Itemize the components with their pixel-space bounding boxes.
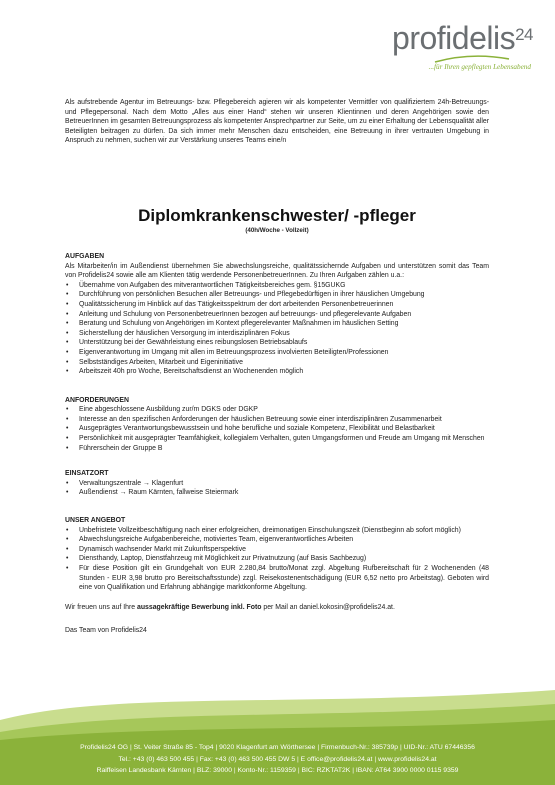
list-item: • Ausgeprägtes Verantwortungsbewusstsein und hohe berufliche und soziale Kompetenz, Flexibilität und Belastbarkeit xyxy=(65,424,489,434)
section-anforderungen xyxy=(65,396,489,454)
apply-text: Wir freuen uns auf Ihre aussagekräftige Bewerbung inkl. Foto per Mail an daniel.kokosin@profidelis24.at. xyxy=(65,603,395,611)
signature: Das Team von Profidelis24 xyxy=(65,627,147,635)
list-item: • Unterstützung bei der Gewährleistung eines reibungslosen Betriebsablaufs xyxy=(65,338,489,348)
list-item: • Anleitung und Schulung von PersonenbetreuerInnen bezogen auf betreuungs- und pflegerelevante Aufgaben xyxy=(65,310,489,320)
aufgaben-list xyxy=(65,281,489,377)
list-item: • Unbefristete Vollzeitbeschäftigung nach einer erfolgreichen, dreimonatigen Einschulungszeit (Dienstbeginn ab sofort möglich) xyxy=(65,526,489,536)
list-item: • Abwechslungsreiche Aufgabenbereiche, motiviertes Team, eigenverantwortliches Arbeiten xyxy=(65,535,489,545)
footer-line-bank: Raiffeisen Landesbank Kärnten | BLZ: 39000 | Konto-Nr.: 1159359 | BIC: RZKTAT2K | IBAN: AT64 3900 0000 0115 9359 xyxy=(96,767,459,774)
list-item: • Selbstständiges Arbeiten, Mitarbeit und Eigeninitiative xyxy=(65,358,489,368)
job-title: Diplomkrankenschwester/ -pfleger xyxy=(138,205,416,225)
list-item: • Dynamisch wachsender Markt mit Zukunftsperspektive xyxy=(65,545,489,555)
list-item: • Qualitätssicherung im Hinblick auf das Tätigkeitsspektrum der dort arbeitenden Personenbetreuerinnen xyxy=(65,300,489,310)
angebot-list xyxy=(65,526,489,593)
logo-wordmark: profidelis$^{24}$ xyxy=(392,20,533,56)
footer-line-contact: Tel.: +43 (0) 463 500 455 | Fax: +43 (0) 463 500 455 DW 5 | E office@profidelis24.at | www.profidelis24.at xyxy=(118,755,437,763)
list-item: • Außendienst → Raum Kärnten, fallweise Steiermark xyxy=(65,488,489,498)
list-item: • Sicherstellung der häuslichen Versorgung im interdisziplinären Fokus xyxy=(65,329,489,339)
footer-text xyxy=(0,742,555,777)
list-item: • Für diese Position gilt ein Grundgehalt von EUR 2.280,84 brutto/Monat zzgl. Abgeltung Rufbereitschaft für 2 Wochenenden (48 Stunden - EUR 3,98 brutto pro Bereitschaftsstunde) zzgl. Reisekostenentschädigung (EUR 6,52 netto pro Arbeitstag). Geboten wird eine von Qualifikation und Erfahrung abhängige marktkonforme Abgeltung. xyxy=(65,564,489,593)
intro-paragraph: Als aufstrebende Agentur im Betreuungs- bzw. Pflegebereich agieren wir als kompetenter Vermittler von qualifiziertem 24h-Betreuungs- und Pflegepersonal. Nach dem Motto „Alles aus einer Hand“ stehen wir unseren Klientinnen und deren Angehörigen sowie den BetreuerInnen im gesamten Betreuungsprozess als kompetenter Ansprechpartner zur Seite, um zu einer Erhaltung der Lebensqualität aller Beteiligten beitragen zu dürfen. Da sich immer mehr Menschen dazu entscheiden, eine Betreuung in ihrer vertrauten Umgebung in Anspruch zu nehmen, suchen wir zur Verstärkung unseres Teams eine/n xyxy=(65,99,489,145)
section-aufgaben xyxy=(65,252,489,377)
section-heading: ANFORDERUNGEN xyxy=(65,396,129,404)
section-angebot xyxy=(65,516,489,593)
list-item: • Persönlichkeit mit ausgeprägter Teamfähigkeit, kollegialem Verhalten, guten Umgangsformen und Freude am Umgang mit Menschen xyxy=(65,434,489,444)
section-heading: EINSATZORT xyxy=(65,470,109,478)
list-item: • Übernahme von Aufgaben des mitverantwortlichen Tätigkeitsbereiches gem. §15GUKG xyxy=(65,281,489,291)
list-item: • Durchführung von persönlichen Besuchen aller Betreuungs- und Pflegebedürftigen in ihrer häuslichen Umgebung xyxy=(65,290,489,300)
footer xyxy=(0,690,555,785)
list-item: • Beratung und Schulung von Angehörigen im Kontext pflegerelevanter Maßnahmen im häuslichen Setting xyxy=(65,319,489,329)
job-posting xyxy=(65,98,489,636)
anforderungen-list xyxy=(65,405,489,453)
apply-bold: aussagekräftige Bewerbung inkl. Foto xyxy=(137,603,262,611)
footer-line-company: Profidelis24 OG | St. Veiter Straße 85 - Top4 | 9020 Klagenfurt am Wörthersee | Firmenbuch-Nr.: 385739p | UID-Nr.: ATU 67446356 xyxy=(80,744,475,751)
section-einsatzort xyxy=(65,469,489,498)
list-item: • Interesse an den spezifischen Anforderungen der häuslichen Betreuung sowie einer interdisziplinären Zusammenarbeit xyxy=(65,415,489,425)
job-subtitle: (40h/Woche - Vollzeit) xyxy=(245,226,309,234)
section-heading: UNSER ANGEBOT xyxy=(65,517,126,525)
section-heading: AUFGABEN xyxy=(65,252,105,260)
list-item: • Verwaltungszentrale → Klagenfurt xyxy=(65,479,489,489)
section-text: Als Mitarbeiter/in im Außendienst übernehmen Sie abwechslungsreiche, qualitätssichernde Aufgaben und unterstützen somit das Team von Profidelis24 sowie alle am Klienten tätig werdende PersonenbetreuerInnen. Zu Ihren Aufgaben zählen u.a.: xyxy=(65,262,489,280)
einsatzort-list xyxy=(65,479,489,498)
list-item: • Diensthandy, Laptop, Dienstfahrzeug mit Möglichkeit zur Privatnutzung (auf Basis Sachbezug) xyxy=(65,554,489,564)
company-logo xyxy=(363,20,533,72)
list-item: • Führerschein der Gruppe B xyxy=(65,444,489,454)
logo-tagline: ...für Ihren gepflegten Lebensabend xyxy=(428,63,531,71)
list-item: • Arbeitszeit 40h pro Woche, Bereitschaftsdienst an Wochenenden möglich xyxy=(65,367,489,377)
list-item: • Eigenverantwortung im Umgang mit allen im Betreuungsprozess involvierten Beteiligten/Professionen xyxy=(65,348,489,358)
list-item: • Eine abgeschlossene Ausbildung zur/m DGKS oder DGKP xyxy=(65,405,489,415)
